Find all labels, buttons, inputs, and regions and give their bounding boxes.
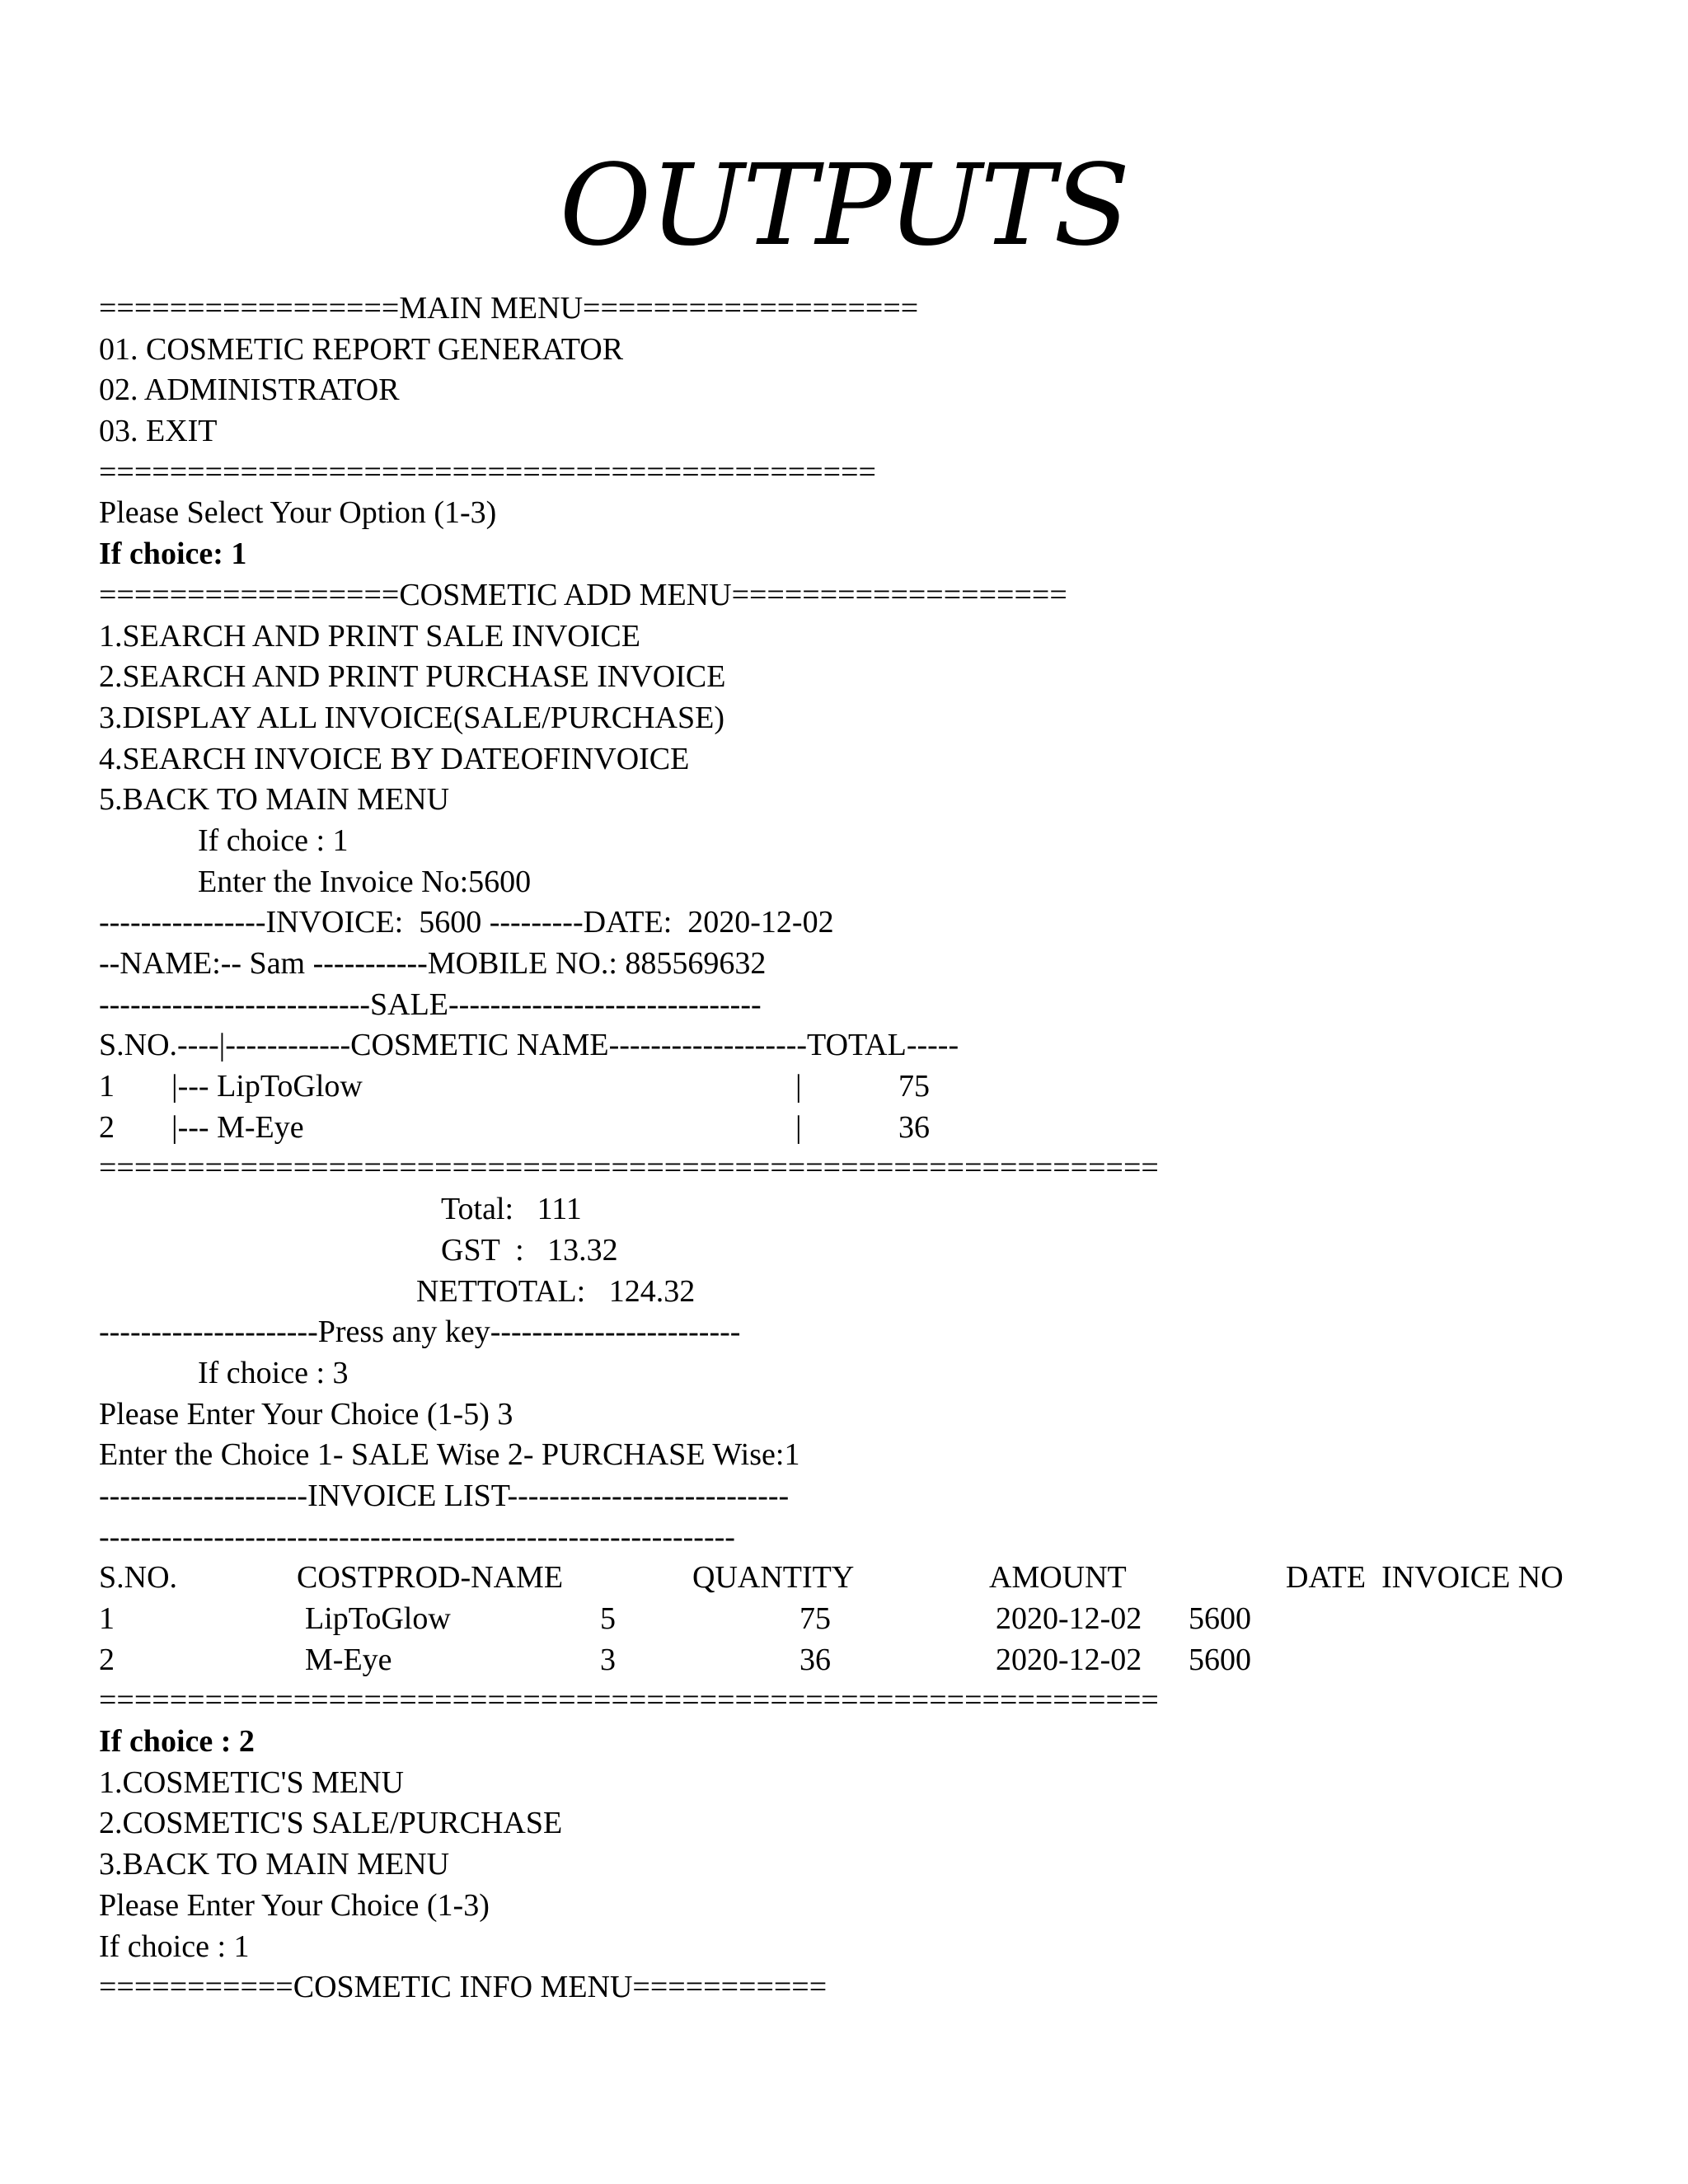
choice1-heading: If choice: 1 <box>99 537 247 572</box>
list-row-date: 2020-12-02 <box>996 1642 1142 1677</box>
list-row-amount: 36 <box>799 1642 831 1677</box>
wise-prompt: Enter the Choice 1- SALE Wise 2- PURCHASE Wise:1 <box>99 1437 800 1473</box>
enter-invoice-line: Enter the Invoice No:5600 <box>198 864 532 899</box>
column-date-invoice: DATE INVOICE NO <box>1286 1560 1564 1596</box>
admin-sub-choice: If choice : 1 <box>99 1929 250 1964</box>
main-menu-item: 02. ADMINISTRATOR <box>99 373 400 408</box>
invoice-columns: S.NO.----|------------COSMETIC NAME-------------------TOTAL----- <box>99 1028 959 1063</box>
invoice-list-columns <box>99 1558 1665 1599</box>
main-menu-item: 03. EXIT <box>99 414 218 449</box>
invoice-list-row <box>99 1640 1665 1681</box>
list-row-name: LipToGlow <box>305 1601 451 1636</box>
invoice-customer: --NAME:-- Sam -----------MOBILE NO.: 885569632 <box>99 946 767 981</box>
invoice-rule: ============================================================ <box>99 1151 1159 1186</box>
add-menu-item: 1.SEARCH AND PRINT SALE INVOICE <box>99 618 640 654</box>
column-quantity: QUANTITY <box>692 1560 855 1596</box>
column-name: COSTPROD-NAME <box>297 1560 564 1596</box>
invoice-header: ----------------INVOICE: 5600 ---------DATE: 2020-12-02 <box>99 905 834 940</box>
choice2-heading: If choice : 2 <box>99 1724 255 1760</box>
invoice-row <box>99 1066 1665 1108</box>
invoice-row-total: 36 <box>898 1109 930 1145</box>
column-amount: AMOUNT <box>989 1560 1127 1596</box>
admin-menu-prompt: Please Enter Your Choice (1-3) <box>99 1887 490 1923</box>
invoice-sale-rule: --------------------------SALE------------------------------ <box>99 987 762 1022</box>
invoice-row-sno: 1 <box>99 1069 115 1104</box>
console-output <box>99 288 1665 2008</box>
admin-menu-item: 2.COSMETIC'S SALE/PURCHASE <box>99 1806 563 1841</box>
invoice-row-separator: | <box>795 1069 802 1104</box>
invoice-row <box>99 1108 1665 1149</box>
admin-menu-item: 1.COSMETIC'S MENU <box>99 1765 404 1800</box>
invoice-row-name: |--- M-Eye <box>171 1109 304 1145</box>
add-menu-item: 2.SEARCH AND PRINT PURCHASE INVOICE <box>99 659 726 695</box>
choice-prompt: Please Enter Your Choice (1-5) 3 <box>99 1396 513 1432</box>
invoice-row-sno: 2 <box>99 1109 115 1145</box>
invoice-gst: GST : 13.32 <box>441 1232 618 1268</box>
info-menu-header: ===========COSMETIC INFO MENU=========== <box>99 1970 828 2005</box>
press-any-key: ---------------------Press any key------------------------ <box>99 1315 741 1350</box>
invoice-nettotal-line <box>99 1272 1665 1313</box>
invoice-row-total: 75 <box>898 1069 930 1104</box>
invoice-row-separator: | <box>795 1109 802 1145</box>
list-row-quantity: 5 <box>600 1601 616 1636</box>
list-row-name: M-Eye <box>305 1642 392 1677</box>
invoice-total: Total: 111 <box>441 1192 582 1227</box>
list-row-sno: 1 <box>99 1601 115 1636</box>
invoice-list-header: --------------------INVOICE LIST--------------------------- <box>99 1478 790 1513</box>
main-menu-item: 01. COSMETIC REPORT GENERATOR <box>99 331 624 367</box>
invoice-list-rule: ------------------------------------------------------------- <box>99 1519 735 1554</box>
list-row-sno: 2 <box>99 1642 115 1677</box>
list-row-invoice-no: 5600 <box>1189 1642 1251 1677</box>
list-row-invoice-no: 5600 <box>1189 1601 1251 1636</box>
invoice-row-name: |--- LipToGlow <box>171 1069 363 1104</box>
sub-choice-label: If choice : 3 <box>198 1355 349 1390</box>
list-row-amount: 75 <box>799 1601 831 1636</box>
main-menu-header: =================MAIN MENU=================== <box>99 291 919 326</box>
add-menu-item: 5.BACK TO MAIN MENU <box>99 782 450 818</box>
list-row-quantity: 3 <box>600 1642 616 1677</box>
add-menu-item: 4.SEARCH INVOICE BY DATEOFINVOICE <box>99 741 690 776</box>
page-title: OUTPUTS <box>559 141 1129 271</box>
invoice-gst-line <box>99 1230 1665 1272</box>
invoice-nettotal: NETTOTAL: 124.32 <box>416 1273 696 1309</box>
main-menu-prompt: Please Select Your Option (1-3) <box>99 495 497 531</box>
sub-choice-label: If choice : 1 <box>198 823 349 858</box>
list-row-date: 2020-12-02 <box>996 1601 1142 1636</box>
add-menu-header: =================COSMETIC ADD MENU=================== <box>99 577 1067 612</box>
add-menu-item: 3.DISPLAY ALL INVOICE(SALE/PURCHASE) <box>99 700 724 735</box>
admin-menu-item: 3.BACK TO MAIN MENU <box>99 1847 450 1882</box>
invoice-list-end-rule: ============================================================ <box>99 1683 1159 1718</box>
main-menu-rule: ============================================ <box>99 454 876 490</box>
invoice-list-row <box>99 1599 1665 1640</box>
column-sno: S.NO. <box>99 1560 178 1596</box>
invoice-total-line <box>99 1189 1665 1230</box>
